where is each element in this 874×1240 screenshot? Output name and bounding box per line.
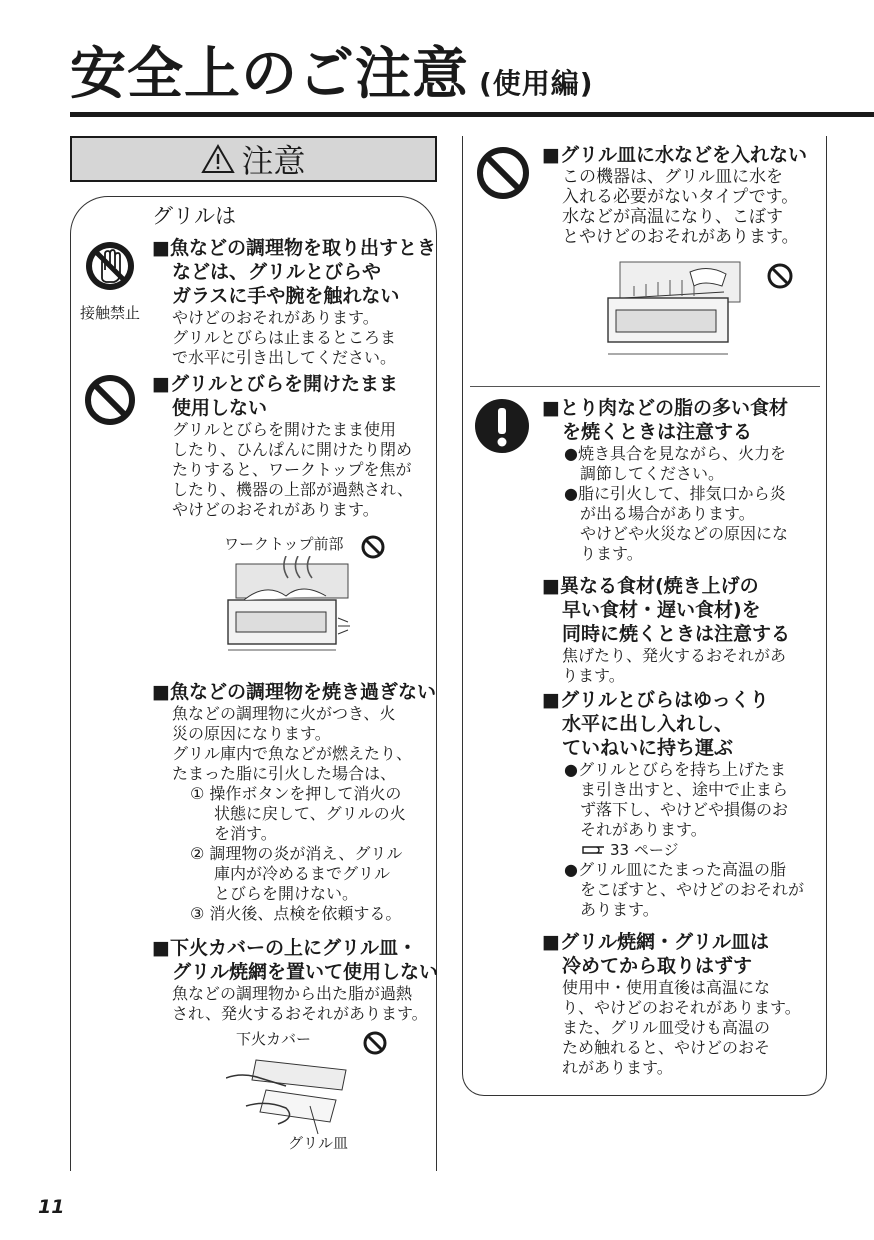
r-item1-body-line: 水などが高温になり、こぼす bbox=[562, 207, 783, 227]
page-reference-text: 33 ページ bbox=[610, 841, 679, 859]
item2-body-line: したり、ひんぱんに開けたり閉め bbox=[172, 440, 413, 459]
r-item3-heading-line: ■異なる食材(焼き上げの bbox=[542, 575, 759, 597]
item1-body-line: で水平に引き出してください。 bbox=[172, 348, 397, 367]
item3-step-line: とびらを開けない。 bbox=[214, 884, 359, 903]
section-heading: グリルは bbox=[152, 204, 236, 228]
r-item4-bullet-line: をこぼすと、やけどのおそれが bbox=[580, 880, 805, 899]
item3-step-line: 状態に戻して、グリルの火 bbox=[214, 804, 406, 823]
item1-heading-line: ■魚などの調理物を取り出すとき bbox=[152, 237, 436, 259]
r-item1-body-line: 入れる必要がないタイプです。 bbox=[562, 187, 799, 207]
item2-heading-line: ■グリルとびらを開けたまま bbox=[152, 373, 398, 395]
item3-step-line: 庫内が冷めるまでグリル bbox=[214, 864, 391, 883]
r-item4-heading-line: ていねいに持ち運ぶ bbox=[562, 737, 734, 759]
item2-body-line: やけどのおそれがあります。 bbox=[172, 500, 379, 519]
r-item2-bullet-line: が出る場合があります。 bbox=[580, 504, 755, 523]
item3-heading-line: ■魚などの調理物を焼き過ぎない bbox=[152, 681, 436, 703]
r-item2-bullet-line: 調節してください。 bbox=[580, 464, 725, 483]
r-item4-bullet-line: あります。 bbox=[580, 900, 659, 919]
r-item3-heading-line: 早い食材・遅い食材)を bbox=[562, 599, 761, 621]
r-item2-bullet-line: ります。 bbox=[580, 544, 643, 563]
r-item5-body-line: また、グリル皿受けも高温の bbox=[562, 1018, 771, 1037]
item2-body-line: グリルとびらを開けたまま使用 bbox=[172, 420, 397, 439]
title-rule bbox=[70, 112, 874, 117]
r-item2-bullet-line: ●焼き具合を見ながら、火力を bbox=[564, 444, 786, 463]
r-item5-heading-line: ■グリル焼網・グリル皿は bbox=[542, 931, 769, 953]
right-divider bbox=[470, 386, 820, 387]
small-prohibition-icon bbox=[362, 1030, 388, 1056]
item3-body-line: たまった脂に引火した場合は、 bbox=[172, 764, 397, 783]
r-item2-bullet-line: やけどや火災などの原因にな bbox=[580, 524, 789, 543]
prohibition-icon bbox=[476, 146, 530, 200]
item3-step-line: ② 調理物の炎が消え、グリル bbox=[190, 844, 403, 863]
r-item4-bullet-line: ま引き出すと、途中で止まら bbox=[580, 780, 789, 799]
item2-body-line: たりすると、ワークトップを焦が bbox=[172, 460, 412, 479]
r-item3-heading-line: 同時に焼くときは注意する bbox=[562, 623, 791, 645]
worktop-label: ワークトップ前部 bbox=[224, 535, 344, 553]
item4-body-line: 魚などの調理物から出た脂が過熱 bbox=[172, 984, 413, 1003]
grill-tray-label: グリル皿 bbox=[288, 1134, 349, 1152]
page-title-sub: (使用編) bbox=[479, 67, 594, 100]
r-item4-bullet-line: ●グリル皿にたまった高温の脂 bbox=[564, 860, 786, 879]
water-in-tray-illustration bbox=[604, 258, 748, 366]
r-item5-body-line: 使用中・使用直後は高温にな bbox=[562, 978, 771, 997]
item3-step-line: ① 操作ボタンを押して消火の bbox=[190, 784, 402, 803]
r-item3-body-line: ります。 bbox=[562, 666, 625, 685]
item3-step-line: ③ 消火後、点検を依頼する。 bbox=[190, 904, 402, 923]
grill-tray-illustration bbox=[226, 1050, 356, 1136]
r-item5-body-line: ため触れると、やけどのおそ bbox=[562, 1038, 771, 1057]
r-item5-body-line: れがあります。 bbox=[562, 1058, 673, 1077]
r-item4-bullet-line: ず落下し、やけどや損傷のお bbox=[580, 800, 789, 819]
r-item4-heading-line: 水平に出し入れし、 bbox=[562, 713, 734, 735]
page-number: 11 bbox=[38, 1196, 65, 1218]
r-item4-bullet-line: それがあります。 bbox=[580, 820, 707, 839]
r-item1-body-line: とやけどのおそれがあります。 bbox=[562, 227, 799, 247]
caution-label: 注意 bbox=[241, 142, 306, 180]
item2-body-line: したり、機器の上部が過熱され、 bbox=[172, 480, 413, 499]
r-item4-bullet-line: ●グリルとびらを持ち上げたま bbox=[564, 760, 786, 779]
item3-body-line: グリル庫内で魚などが燃えたり、 bbox=[172, 744, 413, 763]
no-touch-icon bbox=[84, 240, 136, 292]
r-item2-heading-line: を焼くときは注意する bbox=[562, 421, 753, 443]
item1-heading-line: ガラスに手や腕を触れない bbox=[172, 285, 400, 307]
r-item3-body-line: 焦げたり、発火するおそれがあ bbox=[562, 646, 787, 665]
item4-heading-line: グリル焼網を置いて使用しない bbox=[172, 961, 439, 983]
r-item2-heading-line: ■とり肉などの脂の多い食材 bbox=[542, 397, 788, 419]
mandatory-action-icon bbox=[474, 398, 530, 454]
item4-body-line: され、発火するおそれがあります。 bbox=[172, 1004, 428, 1023]
prohibition-icon bbox=[84, 374, 136, 426]
r-item5-body-line: り、やけどのおそれがあります。 bbox=[562, 998, 801, 1017]
page-title: 安全上のご注意 (使用編) bbox=[70, 42, 594, 107]
small-prohibition-icon bbox=[360, 534, 386, 560]
item3-step-line: を消す。 bbox=[214, 824, 277, 843]
item2-heading-line: 使用しない bbox=[172, 397, 268, 419]
r-item1-heading-line: ■グリル皿に水などを入れない bbox=[542, 144, 807, 166]
item3-body-line: 魚などの調理物に火がつき、火 bbox=[172, 704, 396, 723]
item1-body-line: グリルとびらは止まるところま bbox=[172, 328, 397, 347]
warning-triangle-icon bbox=[201, 144, 235, 174]
page-reference bbox=[542, 840, 804, 860]
r-item5-heading-line: 冷めてから取りはずす bbox=[562, 955, 753, 977]
contact-prohibited-label: 接触禁止 bbox=[80, 304, 141, 322]
pointing-hand-icon bbox=[582, 843, 606, 857]
grill-door-open-illustration bbox=[226, 556, 360, 666]
r-item2-bullet-line: ●脂に引火して、排気口から炎 bbox=[564, 484, 786, 503]
caution-header bbox=[70, 136, 437, 182]
r-item1-body-line: この機器は、グリル皿に水を bbox=[562, 167, 783, 187]
item1-body-line: やけどのおそれがあります。 bbox=[172, 308, 379, 327]
small-prohibition-icon bbox=[766, 262, 794, 290]
lower-cover-label: 下火カバー bbox=[236, 1030, 312, 1048]
item4-heading-line: ■下火カバーの上にグリル皿・ bbox=[152, 937, 417, 959]
item3-body-line: 災の原因になります。 bbox=[172, 724, 331, 743]
r-item4-heading-line: ■グリルとびらはゆっくり bbox=[542, 689, 769, 711]
item1-heading-line: などは、グリルとびらや bbox=[172, 261, 382, 283]
